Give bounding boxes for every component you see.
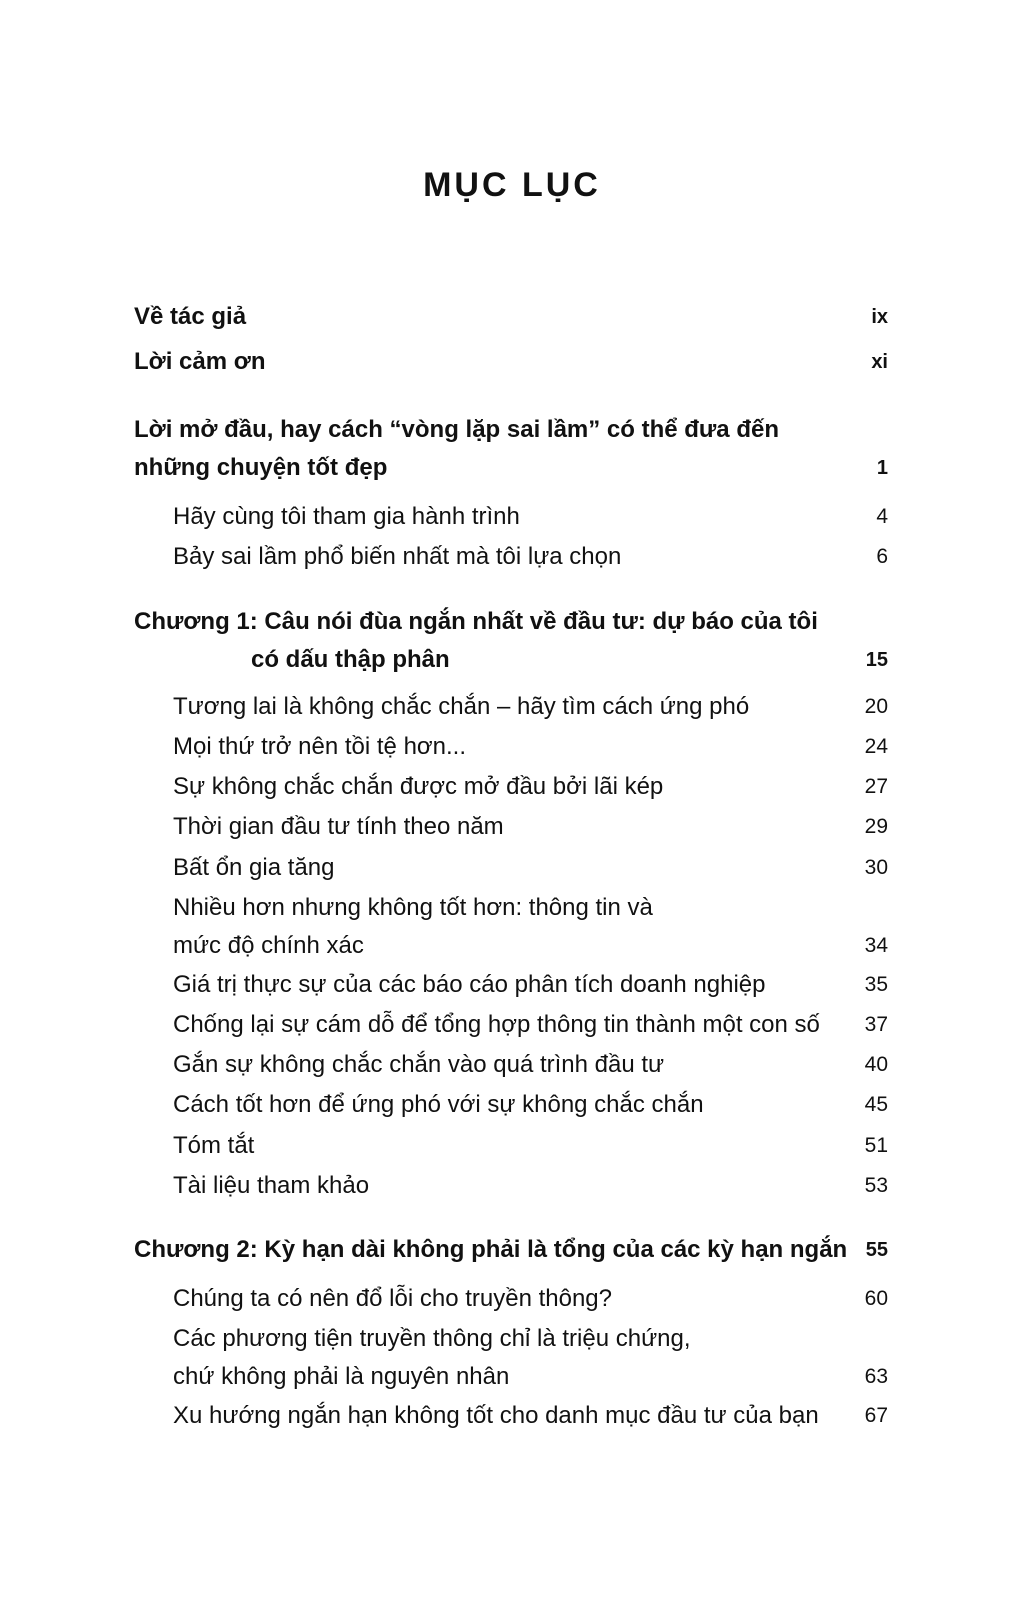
toc-entry-label: Tài liệu tham khảo — [173, 1172, 370, 1199]
toc-entry-page: 27 — [864, 775, 888, 798]
toc-entry-page: 35 — [864, 973, 888, 996]
toc-subentry[interactable] — [173, 1397, 888, 1435]
toc-subentry[interactable] — [173, 1167, 888, 1205]
toc-subentry[interactable] — [173, 966, 888, 1004]
toc-entry-label: Tương lai là không chắc chắn – hãy tìm cách ứng phó — [173, 693, 750, 720]
toc-entry-label-line1: Nhiều hơn nhưng không tốt hơn: thông tin và — [173, 894, 653, 921]
toc-entry-page: 1 — [876, 457, 888, 479]
toc-entry-page: 37 — [864, 1013, 888, 1036]
toc-subentry[interactable] — [173, 1006, 888, 1044]
toc-entry-label: Thời gian đầu tư tính theo năm — [173, 813, 504, 840]
toc-entry-page: 34 — [864, 934, 888, 957]
toc-entry-label: Hãy cùng tôi tham gia hành trình — [173, 503, 520, 530]
toc-entry-label: Gắn sự không chắc chắn vào quá trình đầu tư — [173, 1051, 665, 1078]
toc-entry-label-line1: Lời mở đầu, hay cách “vòng lặp sai lầm” có thể đưa đến — [134, 416, 779, 443]
toc-entry-page: 15 — [865, 649, 888, 671]
toc-entry-page: 63 — [864, 1365, 888, 1388]
toc-entry-label: Tóm tắt — [173, 1132, 255, 1159]
toc-entry-label: Mọi thứ trở nên tồi tệ hơn... — [173, 733, 467, 760]
toc-entry-page: 30 — [864, 856, 888, 879]
toc-entry-label-line2: chứ không phải là nguyên nhân — [173, 1363, 510, 1390]
toc-entry-preface[interactable] — [134, 411, 888, 487]
toc-entry-page: 53 — [864, 1174, 888, 1197]
toc-subentry[interactable] — [173, 1280, 888, 1318]
toc-entry-page: xi — [871, 351, 888, 373]
toc-subentry[interactable] — [173, 1046, 888, 1084]
toc-entry-label: Bất ổn gia tăng — [173, 854, 335, 881]
toc-subentry[interactable] — [173, 1127, 888, 1165]
toc-entry-page: 67 — [864, 1404, 888, 1427]
toc-subentry[interactable] — [173, 1320, 888, 1396]
toc-subentry[interactable] — [173, 849, 888, 887]
toc-entry-label-line2: có dấu thập phân — [251, 646, 450, 673]
toc-entry-page: 60 — [864, 1287, 888, 1310]
toc-entry-chapter-2[interactable] — [134, 1231, 888, 1269]
toc-entry-label: Chúng ta có nên đổ lỗi cho truyền thông? — [173, 1285, 612, 1312]
toc-entry-page: 45 — [864, 1093, 888, 1116]
toc-entry-label-line2: những chuyện tốt đẹp — [134, 454, 388, 481]
page-title: MỤC LỤC — [423, 166, 601, 204]
toc-subentry[interactable] — [173, 688, 888, 726]
toc-entry-acknowledgements[interactable] — [134, 343, 888, 381]
toc-entry-label: Giá trị thực sự của các báo cáo phân tích doanh nghiệp — [173, 971, 766, 998]
toc-entry-label: Cách tốt hơn để ứng phó với sự không chắc chắn — [173, 1091, 704, 1118]
toc-entry-page: 55 — [865, 1239, 888, 1261]
toc-entry-label-line1: Các phương tiện truyền thông chỉ là triệu chứng, — [173, 1325, 691, 1352]
toc-entry-page: 6 — [876, 545, 888, 568]
toc-entry-label: Xu hướng ngắn hạn không tốt cho danh mục đầu tư của bạn — [173, 1402, 819, 1429]
toc-entry-about-author[interactable] — [134, 298, 888, 336]
toc-entry-label: Về tác giả — [134, 303, 247, 330]
toc-entry-label: Bảy sai lầm phổ biến nhất mà tôi lựa chọn — [173, 543, 622, 570]
toc-entry-page: 40 — [864, 1053, 888, 1076]
toc-subentry[interactable] — [173, 498, 888, 536]
toc-entry-chapter-1[interactable] — [134, 603, 888, 679]
toc-entry-page: ix — [871, 306, 888, 328]
toc-entry-label: Sự không chắc chắn được mở đầu bởi lãi kép — [173, 773, 664, 800]
toc-entry-page: 51 — [864, 1134, 888, 1157]
toc-subentry[interactable] — [173, 538, 888, 576]
toc-subentry[interactable] — [173, 728, 888, 766]
toc-entry-page: 29 — [864, 815, 888, 838]
toc-entry-label-line2: mức độ chính xác — [173, 932, 364, 959]
toc-entry-page: 20 — [864, 695, 888, 718]
toc-subentry[interactable] — [173, 808, 888, 846]
toc-entry-page: 4 — [876, 505, 888, 528]
toc-entry-label: Lời cảm ơn — [134, 348, 266, 375]
toc-entry-page: 24 — [864, 735, 888, 758]
toc-subentry[interactable] — [173, 889, 888, 965]
toc-entry-label: Chương 2: Kỳ hạn dài không phải là tổng của các kỳ hạn ngắn — [134, 1236, 848, 1263]
toc-entry-label: Chống lại sự cám dỗ để tổng hợp thông tin thành một con số — [173, 1011, 820, 1038]
toc-entry-label-line1: Chương 1: Câu nói đùa ngắn nhất về đầu tư: dự báo của tôi — [134, 608, 818, 635]
toc-subentry[interactable] — [173, 1086, 888, 1124]
toc-subentry[interactable] — [173, 768, 888, 806]
